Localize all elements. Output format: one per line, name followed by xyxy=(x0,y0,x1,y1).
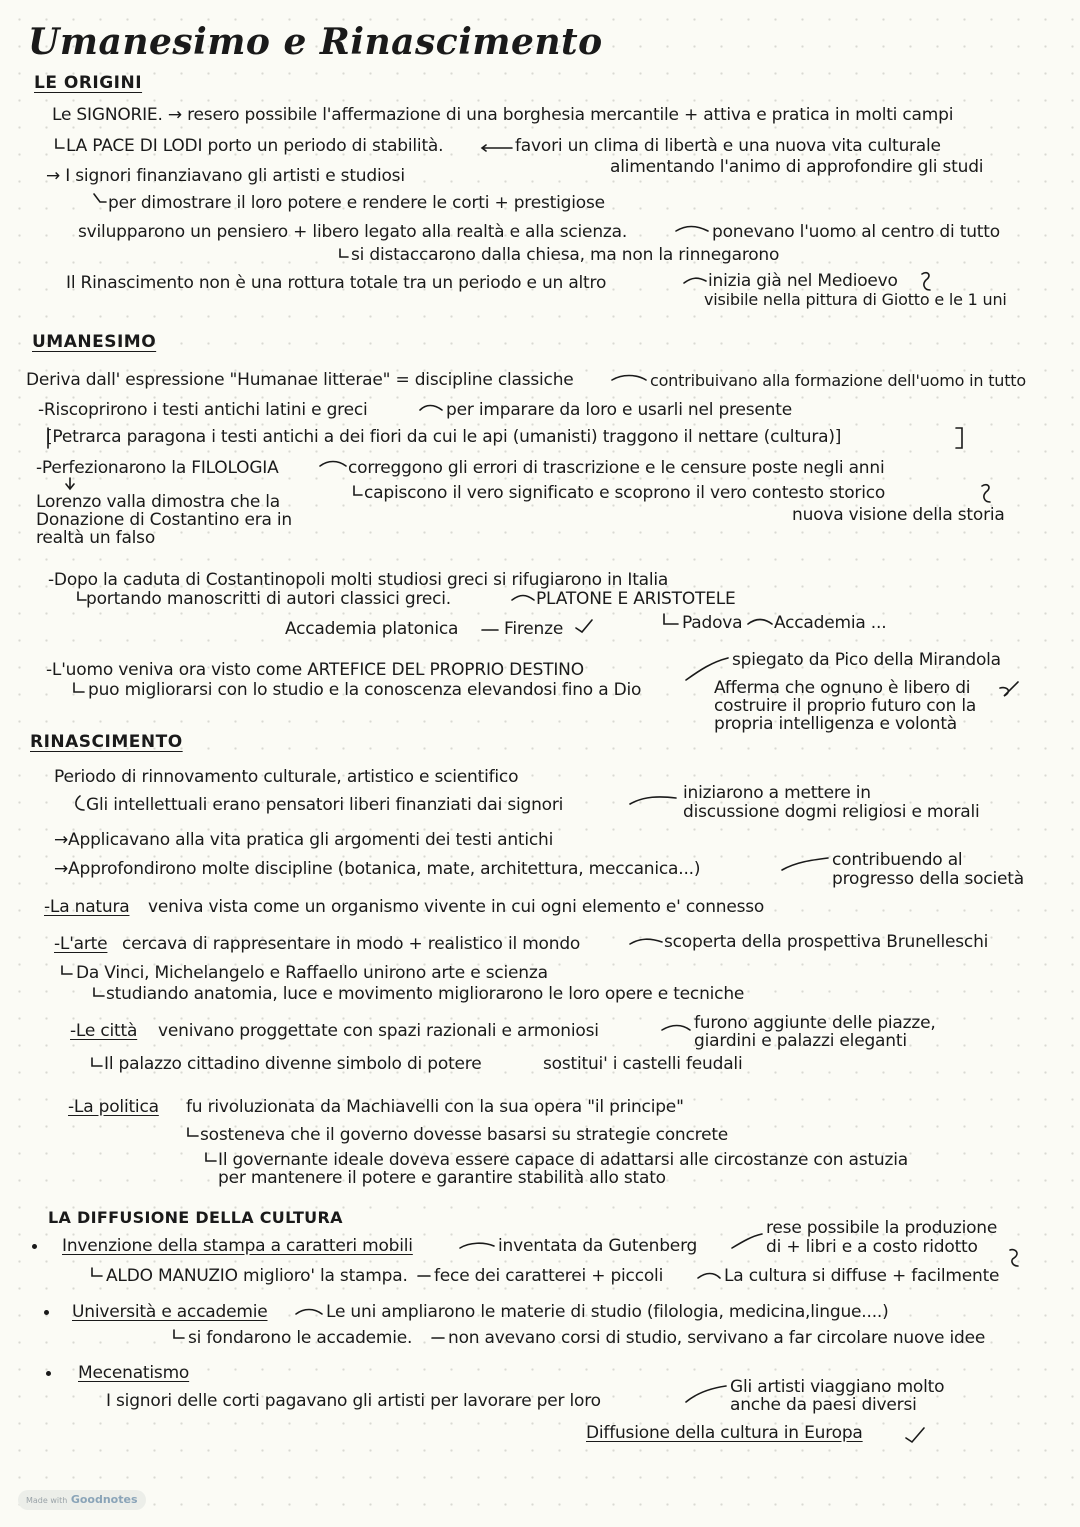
text-line: → I signori finanziavano gli artisti e studiosi xyxy=(46,166,405,186)
squiggle-icon xyxy=(982,485,990,502)
text-line: -Le città xyxy=(70,1021,138,1041)
text-line: veniva vista come un organismo vivente in cui ogni elemento e' connesso xyxy=(148,897,765,917)
hook-arrow-icon xyxy=(664,614,678,624)
check-icon xyxy=(576,620,592,632)
hook-arrow-icon xyxy=(92,1268,102,1276)
text-line: →Applicavano alla vita pratica gli argomenti dei testi antichi xyxy=(54,830,554,850)
section-heading-umanesimo: UMANESIMO xyxy=(32,332,157,352)
hook-arrow-icon xyxy=(94,194,106,202)
text-line: La cultura si diffuse + facilmente xyxy=(724,1266,1000,1286)
arrow-icon xyxy=(684,278,706,283)
text-line: Mecenatismo xyxy=(78,1363,190,1383)
goodnotes-badge xyxy=(18,1490,146,1510)
badge-prefix: Made with xyxy=(26,1496,68,1505)
text-line: Accademia ... xyxy=(774,613,887,633)
down-arrow-icon xyxy=(66,478,74,489)
text-line: Università e accademie xyxy=(72,1302,268,1322)
text-line: iniziarono a mettere in xyxy=(683,783,871,803)
hook-arrow-icon xyxy=(56,139,64,148)
text-line: Padova xyxy=(682,613,743,633)
text-line: anche da paesi diversi xyxy=(730,1395,917,1415)
arrow-icon xyxy=(512,596,534,601)
text-line: per imparare da loro e usarli nel presente xyxy=(446,400,792,420)
text-line: puo migliorarsi con lo studio e la conoscenza elevandosi fino a Dio xyxy=(88,680,642,700)
hook-arrow-icon xyxy=(354,486,362,495)
hook-arrow-icon xyxy=(78,592,86,600)
text-line: capiscono il vero significato e scoprono il vero contesto storico xyxy=(364,483,886,503)
hook-arrow-icon xyxy=(76,796,84,810)
text-line: Il Rinascimento non è una rottura totale tra un periodo e un altro xyxy=(66,273,607,293)
arrow-icon xyxy=(686,658,728,680)
hook-arrow-icon xyxy=(206,1153,216,1161)
text-line: Le SIGNORIE. → resero possibile l'affermazione di una borghesia mercantile + attiva e pratica in molti campi xyxy=(52,105,954,125)
text-line: contribuendo al xyxy=(832,850,963,870)
text-line: ALDO MANUZIO miglioro' la stampa. xyxy=(106,1266,408,1286)
goodnotes-logo: Goodnotes xyxy=(70,1493,138,1506)
arrow-icon xyxy=(320,462,346,467)
arrow-icon xyxy=(686,1386,726,1402)
arrow-icon xyxy=(630,939,662,944)
section-heading-rinascimento: RINASCIMENTO xyxy=(30,732,183,752)
text-line: propria intelligenza e volontà xyxy=(714,714,957,734)
text-line: visibile nella pittura di Giotto e le 1 uni xyxy=(704,290,1007,309)
text-line: Donazione di Costantino era in xyxy=(36,510,293,530)
arrow-icon xyxy=(676,227,708,232)
arrow-icon xyxy=(732,1234,762,1248)
bracket-icon xyxy=(48,428,962,448)
hook-arrow-icon xyxy=(174,1330,184,1338)
text-line: portando manoscritti di autori classici greci. xyxy=(86,589,451,609)
arrow-icon xyxy=(420,406,442,411)
text-line: fece dei caratterei + piccoli xyxy=(434,1266,664,1286)
text-line: scoperta della prospettiva Brunelleschi xyxy=(664,932,989,952)
text-line: -La natura xyxy=(44,897,130,917)
text-line: spiegato da Pico della Mirandola xyxy=(732,650,1001,670)
text-line: Gli intellettuali erano pensatori liberi finanziati dai signori xyxy=(86,795,564,815)
text-line: -La politica xyxy=(68,1097,159,1117)
text-line: -Dopo la caduta di Costantinopoli molti studiosi greci si rifugiarono in Italia xyxy=(48,570,669,590)
text-line: Da Vinci, Michelangelo e Raffaello unirono arte e scienza xyxy=(76,963,548,983)
text-line: sosteneva che il governo dovesse basarsi su strategie concrete xyxy=(200,1125,729,1145)
text-line: Le uni ampliarono le materie di studio (filologia, medicina,lingue....) xyxy=(326,1302,889,1322)
text-line: [Petrarca paragona i testi antichi a dei fiori da cui le api (umanisti) traggono il nettare (cultura)] xyxy=(46,427,842,447)
text-line: Periodo di rinnovamento culturale, artistico e scientifico xyxy=(54,767,519,787)
text-line: non avevano corsi di studio, servivano a far circolare nuove idee xyxy=(448,1328,986,1348)
text-line: Diffusione della cultura in Europa xyxy=(586,1423,863,1443)
text-line: Accademia platonica xyxy=(285,619,459,639)
text-line: inizia già nel Medioevo xyxy=(708,271,898,291)
text-line: costruire il proprio futuro con la xyxy=(714,696,977,716)
check-icon xyxy=(906,1428,924,1442)
section-heading-diffusione: LA DIFFUSIONE DELLA CULTURA xyxy=(48,1208,343,1227)
squiggle-icon xyxy=(922,273,930,290)
text-line: sostitui' i castelli feudali xyxy=(543,1054,743,1074)
hook-arrow-icon xyxy=(62,966,72,974)
text-line: rese possibile la produzione xyxy=(766,1218,998,1238)
arrow-icon xyxy=(630,797,676,804)
text-line: favori un clima di libertà e una nuova vita culturale xyxy=(515,136,941,156)
text-line: inventata da Gutenberg xyxy=(498,1236,698,1256)
text-line: venivano proggettate con spazi razionali e armoniosi xyxy=(158,1021,599,1041)
check-icon xyxy=(1000,682,1018,696)
text-line: alimentando l'animo di approfondire gli studi xyxy=(610,157,984,177)
text-line: nuova visione della storia xyxy=(792,505,1005,525)
text-line: cercava di rappresentare in modo + realistico il mondo xyxy=(122,934,581,954)
text-line: -L'uomo veniva ora visto come ARTEFICE DEL PROPRIO DESTINO xyxy=(46,660,584,680)
hook-arrow-icon xyxy=(92,1058,102,1066)
arrow-icon xyxy=(612,376,646,381)
text-line: Il palazzo cittadino divenne simbolo di potere xyxy=(104,1054,482,1074)
text-line: LA PACE DI LODI porto un periodo di stabilità. xyxy=(66,136,444,156)
text-line: fu rivoluzionata da Machiavelli con la sua opera "il principe" xyxy=(186,1097,684,1117)
text-line: si fondarono le accademie. xyxy=(188,1328,413,1348)
text-line: -Perfezionarono la FILOLOGIA xyxy=(36,458,279,478)
arrow-icon xyxy=(782,858,828,870)
text-line: realtà un falso xyxy=(36,528,156,548)
text-line: si distaccarono dalla chiesa, ma non la rinnegarono xyxy=(351,245,780,265)
arrow-icon xyxy=(662,1026,690,1031)
text-line: -Riscoprirono i testi antichi latini e greci xyxy=(38,400,368,420)
text-line: correggono gli errori di trascrizione e le censure poste negli anni xyxy=(348,458,885,478)
arrow-icon xyxy=(460,1243,494,1248)
arrow-icon xyxy=(296,1310,322,1315)
text-line: →Approfondirono molte discipline (botanica, mate, architettura, meccanica...) xyxy=(54,859,701,879)
arrow-icon xyxy=(698,1274,720,1279)
text-line: giardini e palazzi eleganti xyxy=(694,1031,907,1051)
arrow-icon xyxy=(482,145,512,151)
hook-arrow-icon xyxy=(94,988,104,996)
text-line: discussione dogmi religiosi e morali xyxy=(683,802,980,822)
text-line: Lorenzo valla dimostra che la xyxy=(36,492,281,512)
text-line: Il governante ideale doveva essere capace di adattarsi alle circostanze con astuzia xyxy=(218,1150,908,1170)
section-heading-origini: LE ORIGINI xyxy=(34,73,143,93)
text-line: per mantenere il potere e garantire stabilità allo stato xyxy=(218,1168,666,1188)
text-line: I signori delle corti pagavano gli artisti per lavorare per loro xyxy=(106,1391,601,1411)
text-line: Firenze xyxy=(504,619,564,639)
text-line: furono aggiunte delle piazze, xyxy=(694,1013,936,1033)
page-title: Umanesimo e Rinascimento xyxy=(28,21,603,63)
text-line: contribuivano alla formazione dell'uomo in tutto xyxy=(650,371,1026,390)
text-line: ponevano l'uomo al centro di tutto xyxy=(712,222,1000,242)
hook-arrow-icon xyxy=(340,249,348,257)
text-line: progresso della società xyxy=(832,869,1024,889)
text-line: -L'arte xyxy=(54,934,108,954)
text-line: PLATONE E ARISTOTELE xyxy=(536,589,736,609)
text-line: di + libri e a costo ridotto xyxy=(766,1237,978,1257)
text-line: svilupparono un pensiero + libero legato alla realtà e alla scienza. xyxy=(78,222,628,242)
hook-arrow-icon xyxy=(74,683,84,692)
text-line: studiando anatomia, luce e movimento migliorarono le loro opere e tecniche xyxy=(106,984,745,1004)
text-line: Afferma che ognuno è libero di xyxy=(714,678,971,698)
text-line: per dimostrare il loro potere e rendere le corti + prestigiose xyxy=(108,193,605,213)
hook-arrow-icon xyxy=(188,1128,198,1136)
text-line: Deriva dall' espressione "Humanae litterae" = discipline classiche xyxy=(26,370,574,390)
arrow-icon xyxy=(748,620,772,625)
squiggle-icon xyxy=(1010,1250,1018,1266)
text-line: Invenzione della stampa a caratteri mobili xyxy=(62,1236,413,1256)
text-line: Gli artisti viaggiano molto xyxy=(730,1377,945,1397)
